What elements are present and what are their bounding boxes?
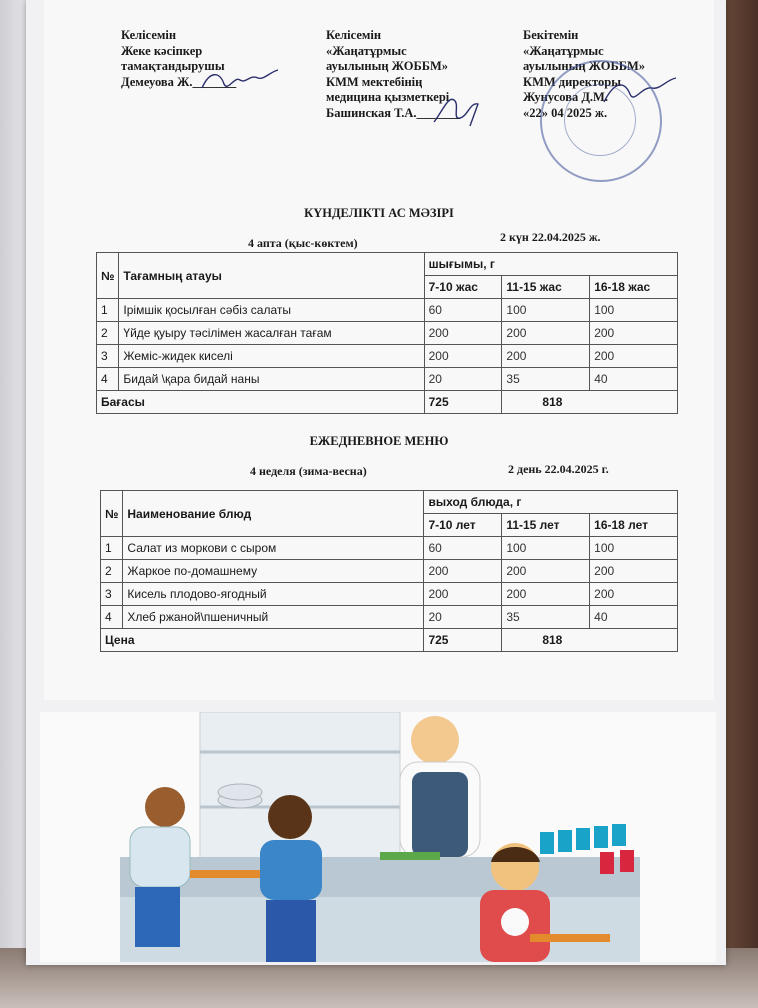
price-row — [97, 391, 678, 414]
portion-value: 40 — [590, 368, 678, 391]
age-header: 11-15 лет — [502, 514, 590, 537]
dish-name: Жеміс-жидек киселі — [119, 345, 424, 368]
row-number: 1 — [101, 537, 123, 560]
approval-line: Башинская Т.А._______ — [326, 105, 461, 120]
portion-value: 200 — [424, 345, 502, 368]
kz-menu-table — [96, 252, 678, 414]
approval-line: ауылының ЖОББМ» — [326, 59, 449, 73]
approval-line: медицина қызметкері — [326, 90, 450, 104]
ru-day: 2 день 22.04.2025 г. — [508, 462, 609, 476]
col-output-header: выход блюда, г — [424, 491, 678, 514]
portion-value: 100 — [502, 299, 590, 322]
signature-nurse — [430, 92, 490, 132]
portion-value: 60 — [424, 299, 502, 322]
age-header: 7-10 лет — [424, 514, 502, 537]
ru-menu-title: ЕЖЕДНЕВНОЕ МЕНЮ — [309, 434, 449, 448]
age-header: 7-10 жас — [424, 276, 502, 299]
dish-name: Салат из моркови с сыром — [123, 537, 424, 560]
kz-day: 2 күн 22.04.2025 ж. — [500, 230, 601, 244]
table-row — [97, 322, 678, 345]
approval-line: ауылының ЖОББМ» — [523, 59, 646, 73]
portion-value: 200 — [502, 583, 590, 606]
kz-week: 4 апта (қыс-көктем) — [248, 236, 358, 250]
approval-line: КММ мектебінің — [326, 74, 423, 89]
table-row — [97, 345, 678, 368]
canteen-illustration-icon — [40, 712, 716, 962]
row-number: 2 — [101, 560, 123, 583]
row-number: 1 — [97, 299, 119, 322]
portion-value: 20 — [424, 368, 502, 391]
table-row — [101, 606, 678, 629]
portion-value: 200 — [424, 322, 502, 345]
dish-name: Ірімшік қосылған сәбіз салаты — [119, 299, 424, 322]
seal-inner-ring — [564, 84, 636, 156]
portion-value: 100 — [590, 299, 678, 322]
portion-value: 20 — [424, 606, 502, 629]
approval-line: Келісемін — [326, 28, 382, 42]
approval-line: тамақтандырушы — [121, 59, 225, 73]
approval-line: «22» 04 2025 ж. — [523, 105, 608, 120]
portion-value: 40 — [590, 606, 678, 629]
approval-line: Жеке кәсіпкер — [121, 43, 203, 58]
dish-name: Жаркое по-домашнему — [123, 560, 424, 583]
table-row — [97, 368, 678, 391]
row-number: 4 — [97, 368, 119, 391]
signature-caterer — [200, 66, 280, 96]
row-number: 2 — [97, 322, 119, 345]
portion-value: 60 — [424, 537, 502, 560]
age-header: 16-18 лет — [590, 514, 678, 537]
price-label: Бағасы — [97, 391, 425, 414]
approval-line: Бекітемін — [523, 28, 579, 42]
table-row — [101, 537, 678, 560]
ru-week: 4 неделя (зима-весна) — [250, 464, 367, 478]
price-value: 725 — [424, 391, 502, 414]
portion-value: 200 — [502, 345, 590, 368]
portion-value: 35 — [502, 368, 590, 391]
kz-menu-title: КҮНДЕЛІКТІ АС МӘЗІРІ — [304, 206, 454, 220]
age-header: 16-18 жас — [590, 276, 678, 299]
portion-value: 200 — [502, 322, 590, 345]
approval-line: Жунусова Д.М. — [523, 90, 608, 104]
table-row — [101, 583, 678, 606]
col-name-header: Тағамның атауы — [119, 253, 424, 299]
background-wall-left — [0, 0, 26, 1008]
background-door-frame — [722, 0, 758, 1008]
col-number-header: № — [101, 491, 123, 537]
official-seal-icon — [540, 60, 662, 182]
table-header-row — [101, 491, 678, 514]
row-number: 3 — [97, 345, 119, 368]
col-number-header: № — [97, 253, 119, 299]
price-label: Цена — [101, 629, 424, 652]
portion-value: 100 — [590, 537, 678, 560]
approval-line: КММ директоры — [523, 74, 621, 89]
price-value: 725 — [424, 629, 502, 652]
portion-value: 100 — [502, 537, 590, 560]
approval-line: Демеуова Ж._______ — [121, 74, 237, 89]
table-header-row — [97, 253, 678, 276]
dish-name: Бидай \қара бидай наны — [119, 368, 424, 391]
ru-menu-table — [100, 490, 678, 652]
dish-name: Үйде қуыру тәсілімен жасалған тағам — [119, 322, 424, 345]
portion-value: 200 — [590, 560, 678, 583]
dish-name: Хлеб ржаной\пшеничный — [123, 606, 424, 629]
portion-value: 200 — [590, 583, 678, 606]
table-row — [97, 299, 678, 322]
portion-value: 35 — [502, 606, 590, 629]
portion-value: 200 — [590, 322, 678, 345]
age-header: 11-15 жас — [502, 276, 590, 299]
row-number: 4 — [101, 606, 123, 629]
row-number: 3 — [101, 583, 123, 606]
portion-value: 200 — [424, 583, 502, 606]
price-row — [101, 629, 678, 652]
price-value: 818 — [502, 629, 678, 652]
portion-value: 200 — [502, 560, 590, 583]
table-row — [101, 560, 678, 583]
portion-value: 200 — [424, 560, 502, 583]
col-name-header: Наименование блюд — [123, 491, 424, 537]
portion-value: 200 — [590, 345, 678, 368]
dish-name: Кисель плодово-ягодный — [123, 583, 424, 606]
approval-line: «Жаңатұрмыс — [523, 43, 604, 58]
canteen-serving-illustration — [40, 712, 716, 962]
price-value: 818 — [502, 391, 678, 414]
approval-line: Келісемін — [121, 28, 177, 42]
approval-line: «Жаңатұрмыс — [326, 43, 407, 58]
col-output-header: шығымы, г — [424, 253, 677, 276]
